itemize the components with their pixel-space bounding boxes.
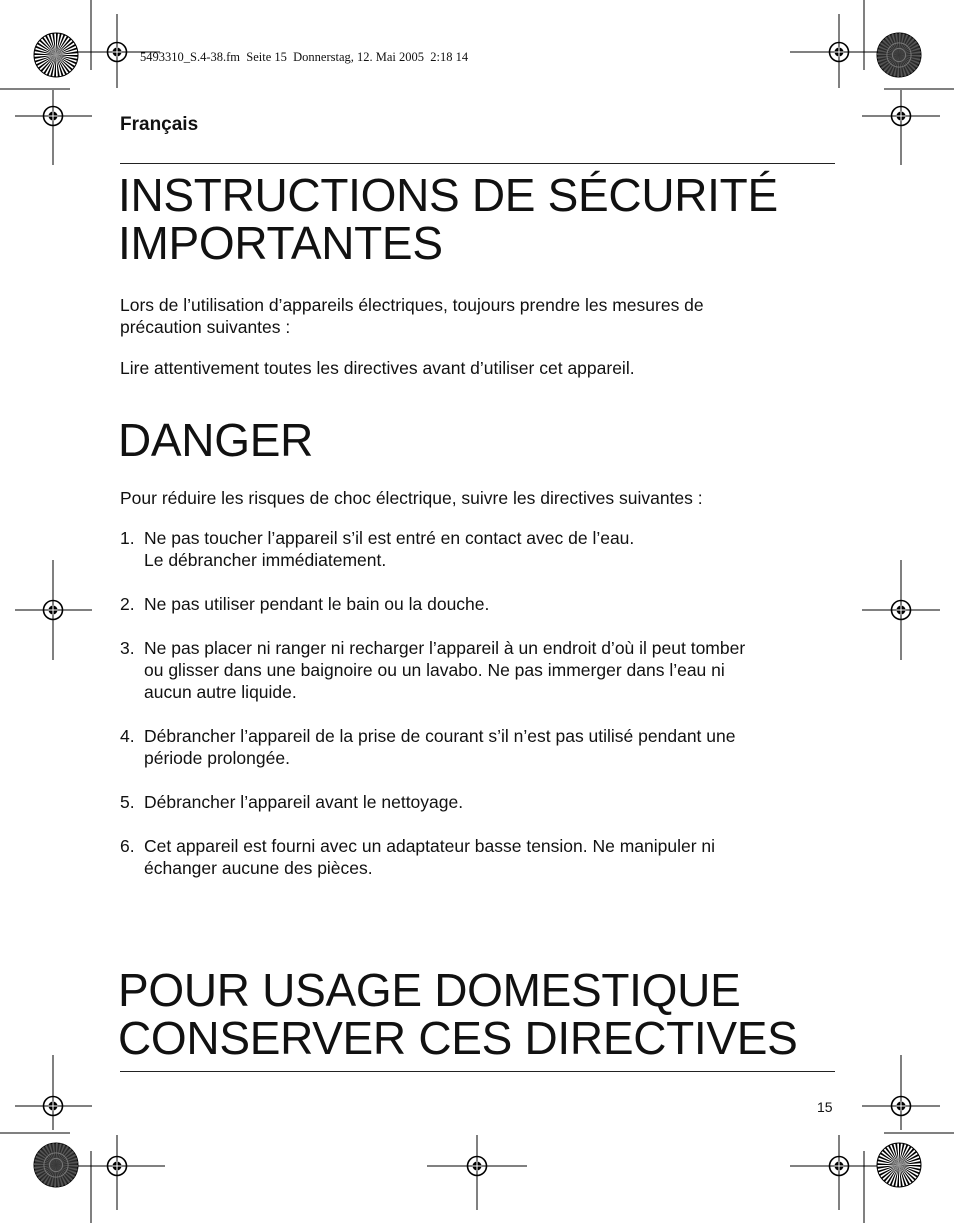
closing-line-2: CONSERVER CES DIRECTIVES bbox=[118, 1012, 798, 1064]
list-item-text: aucun autre liquide. bbox=[144, 682, 297, 702]
page-number: 15 bbox=[817, 1099, 833, 1115]
list-item-3 bbox=[120, 637, 835, 703]
language-label: Français bbox=[120, 114, 199, 135]
top-rule bbox=[120, 163, 835, 164]
safety-title-line-2: IMPORTANTES bbox=[118, 217, 443, 269]
print-slug-line: 5493310_S.4-38.fm Seite 15 Donnerstag, 12. Mai 2005 2:18 14 bbox=[140, 50, 469, 64]
intro-line-1: Lors de l’utilisation d’appareils électriques, toujours prendre les mesures de bbox=[120, 295, 704, 315]
danger-instructions-list bbox=[120, 527, 835, 901]
list-item-text: Débrancher l’appareil avant le nettoyage. bbox=[144, 792, 464, 812]
list-item-4 bbox=[120, 725, 835, 769]
list-item-2 bbox=[120, 593, 835, 615]
list-item-number: 3. bbox=[120, 638, 135, 658]
safety-title-line-1: INSTRUCTIONS DE SÉCURITÉ bbox=[118, 169, 778, 221]
danger-lead: Pour réduire les risques de choc électrique, suivre les directives suivantes : bbox=[120, 488, 703, 508]
list-item-1 bbox=[120, 527, 835, 571]
list-item-text: échanger aucune des pièces. bbox=[144, 858, 373, 878]
list-item-number: 4. bbox=[120, 726, 135, 746]
list-item-number: 5. bbox=[120, 792, 135, 812]
danger-heading: DANGER bbox=[118, 414, 314, 466]
list-item-text: période prolongée. bbox=[144, 748, 290, 768]
list-item-text: Le débrancher immédiatement. bbox=[144, 550, 387, 570]
list-item-5 bbox=[120, 791, 835, 813]
read-instructions-paragraph: Lire attentivement toutes les directives avant d’utiliser cet appareil. bbox=[120, 358, 635, 378]
closing-heading bbox=[118, 966, 798, 1062]
safety-title bbox=[118, 171, 778, 267]
list-item-text: ou glisser dans une baignoire ou un lavabo. Ne pas immerger dans l’eau ni bbox=[144, 660, 725, 680]
intro-line-2: précaution suivantes : bbox=[120, 317, 291, 337]
intro-paragraph bbox=[120, 294, 835, 338]
list-item-text: Cet appareil est fourni avec un adaptateur basse tension. Ne manipuler ni bbox=[144, 836, 716, 856]
list-item-text: Ne pas toucher l’appareil s’il est entré en contact avec de l’eau. bbox=[144, 528, 635, 548]
list-item-text: Ne pas utiliser pendant le bain ou la douche. bbox=[144, 594, 490, 614]
list-item-number: 2. bbox=[120, 594, 135, 614]
bottom-rule bbox=[120, 1071, 835, 1072]
list-item-text: Débrancher l’appareil de la prise de courant s’il n’est pas utilisé pendant une bbox=[144, 726, 736, 746]
list-item-6 bbox=[120, 835, 835, 879]
closing-line-1: POUR USAGE DOMESTIQUE bbox=[118, 964, 741, 1016]
list-item-number: 1. bbox=[120, 528, 135, 548]
list-item-number: 6. bbox=[120, 836, 135, 856]
list-item-text: Ne pas placer ni ranger ni recharger l’appareil à un endroit d’où il peut tomber bbox=[144, 638, 746, 658]
